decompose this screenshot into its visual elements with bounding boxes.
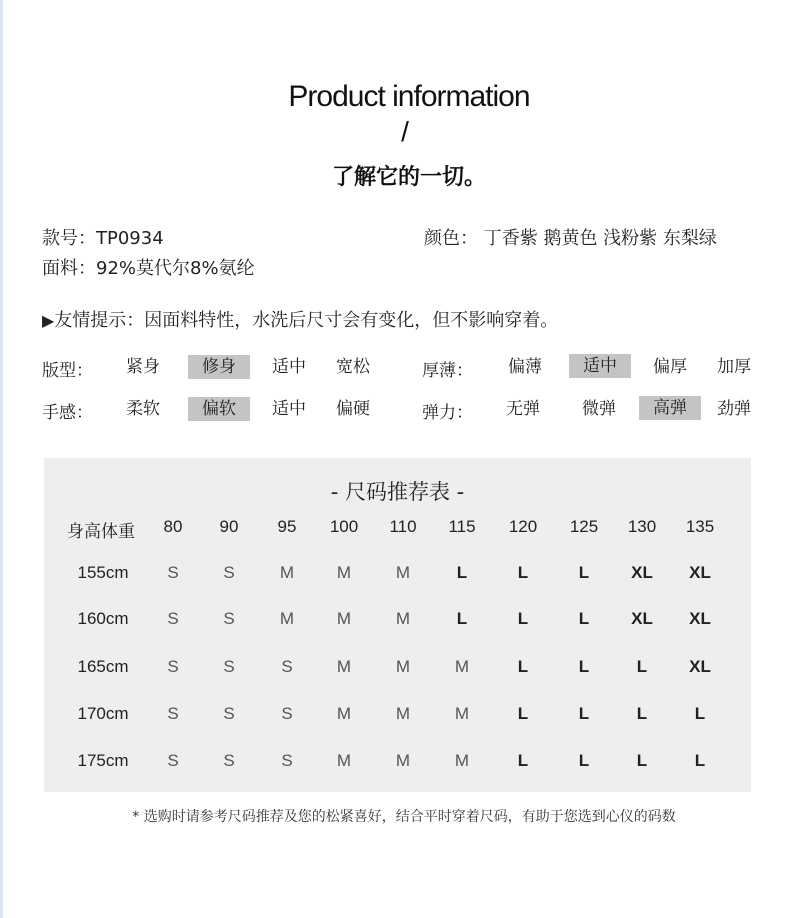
size-cell: S xyxy=(281,657,293,676)
product-code: 款号：TP0934 xyxy=(42,228,164,249)
size-cell: XL xyxy=(689,657,711,676)
size-cell: S xyxy=(167,657,179,676)
size-cell: S xyxy=(223,751,235,770)
size-cell: XL xyxy=(689,563,711,582)
height-label: 175cm xyxy=(77,751,129,770)
feel-option-firm: 偏硬 xyxy=(336,399,370,419)
footnote: * 选购时请参考尺码推荐及您的松紧喜好，结合平时穿着尺码，有助于您选到心仪的码数 xyxy=(132,809,676,825)
size-chart-panel xyxy=(44,458,751,792)
size-cell: L xyxy=(456,563,468,582)
size-cell: M xyxy=(395,751,411,770)
size-cell: M xyxy=(454,657,470,676)
size-cell: M xyxy=(279,563,295,582)
feel-label: 手感： xyxy=(42,403,93,423)
size-cell: M xyxy=(454,751,470,770)
size-cell: S xyxy=(167,704,179,723)
feel-option-soft: 柔软 xyxy=(126,399,160,419)
size-cell: S xyxy=(223,657,235,676)
height-label: 155cm xyxy=(77,563,129,582)
weight-header: 130 xyxy=(627,517,657,536)
size-cell: S xyxy=(167,609,179,628)
fit-label: 版型： xyxy=(42,361,93,381)
weight-header: 100 xyxy=(329,517,359,536)
weight-header: 135 xyxy=(685,517,715,536)
size-cell: XL xyxy=(689,609,711,628)
stretch-option-strong: 劲弹 xyxy=(717,399,751,419)
size-cell: L xyxy=(694,704,706,723)
size-cell: M xyxy=(395,609,411,628)
size-cell: L xyxy=(578,751,590,770)
size-cell: L xyxy=(694,751,706,770)
size-chart-title: - 尺码推荐表 - xyxy=(330,480,465,504)
size-cell: M xyxy=(395,563,411,582)
product-colors: 颜色： 丁香紫 鹅黄色 浅粉紫 东梨绿 xyxy=(424,228,717,249)
size-cell: S xyxy=(167,751,179,770)
size-cell: L xyxy=(636,751,648,770)
title-chinese: 了解它的一切。 xyxy=(331,165,486,190)
care-tip-text: 友情提示：因面料特性，水洗后尺寸会有变化，但不影响穿着。 xyxy=(54,310,559,331)
size-cell: M xyxy=(395,657,411,676)
size-cell: S xyxy=(167,563,179,582)
size-cell: S xyxy=(223,609,235,628)
thickness-option-thin: 偏薄 xyxy=(508,357,542,377)
stretch-label: 弹力： xyxy=(422,403,473,423)
size-cell: S xyxy=(281,751,293,770)
size-cell: L xyxy=(636,704,648,723)
weight-header: 90 xyxy=(219,517,239,536)
fit-option-loose: 宽松 xyxy=(336,357,370,377)
weight-header: 110 xyxy=(389,517,417,536)
size-cell: L xyxy=(578,563,590,582)
feel-option-softish-selected: 偏软 xyxy=(188,397,250,421)
thickness-option-extra-thick: 加厚 xyxy=(717,357,751,377)
size-cell: L xyxy=(517,751,529,770)
size-cell: M xyxy=(336,657,352,676)
thickness-option-medium-selected: 适中 xyxy=(569,354,631,378)
size-cell: L xyxy=(517,563,529,582)
title-slash: / xyxy=(401,116,409,147)
size-cell: S xyxy=(223,563,235,582)
size-cell: M xyxy=(395,704,411,723)
triangle-marker-icon: ▶ xyxy=(42,311,55,330)
height-label: 160cm xyxy=(77,609,129,628)
stretch-option-slight: 微弹 xyxy=(582,399,616,419)
size-cell: L xyxy=(578,657,590,676)
thickness-label: 厚薄： xyxy=(422,361,473,381)
size-cell: L xyxy=(517,704,529,723)
feel-option-medium: 适中 xyxy=(272,399,306,419)
fit-option-tight: 紧身 xyxy=(126,357,160,377)
size-cell: XL xyxy=(631,609,653,628)
stretch-option-none: 无弹 xyxy=(506,399,540,419)
size-cell: L xyxy=(517,609,529,628)
size-cell: L xyxy=(636,657,648,676)
height-label: 170cm xyxy=(77,704,129,723)
size-cell: M xyxy=(336,704,352,723)
size-cell: M xyxy=(336,563,352,582)
size-cell: S xyxy=(223,704,235,723)
weight-header: 120 xyxy=(508,517,538,536)
fit-option-slim-selected: 修身 xyxy=(188,355,250,379)
size-cell: XL xyxy=(631,563,653,582)
size-cell: S xyxy=(281,704,293,723)
size-cell: L xyxy=(456,609,468,628)
thickness-option-thick: 偏厚 xyxy=(653,357,687,377)
size-cell: M xyxy=(454,704,470,723)
size-cell: M xyxy=(279,609,295,628)
weight-header: 95 xyxy=(277,517,297,536)
size-cell: L xyxy=(578,704,590,723)
size-cell: M xyxy=(336,609,352,628)
care-tip xyxy=(42,306,558,332)
size-cell: L xyxy=(517,657,529,676)
height-label: 165cm xyxy=(77,657,129,676)
size-cell: L xyxy=(578,609,590,628)
weight-header: 125 xyxy=(569,517,599,536)
size-chart-corner-label: 身高体重 xyxy=(67,522,135,541)
size-cell: M xyxy=(336,751,352,770)
weight-header: 80 xyxy=(163,517,183,536)
weight-header: 115 xyxy=(448,517,476,536)
stretch-option-high-selected: 高弹 xyxy=(639,396,701,420)
product-fabric: 面料：92%莫代尔8%氨纶 xyxy=(42,258,255,279)
title-english: Product information xyxy=(288,80,530,113)
fit-option-regular: 适中 xyxy=(272,357,306,377)
